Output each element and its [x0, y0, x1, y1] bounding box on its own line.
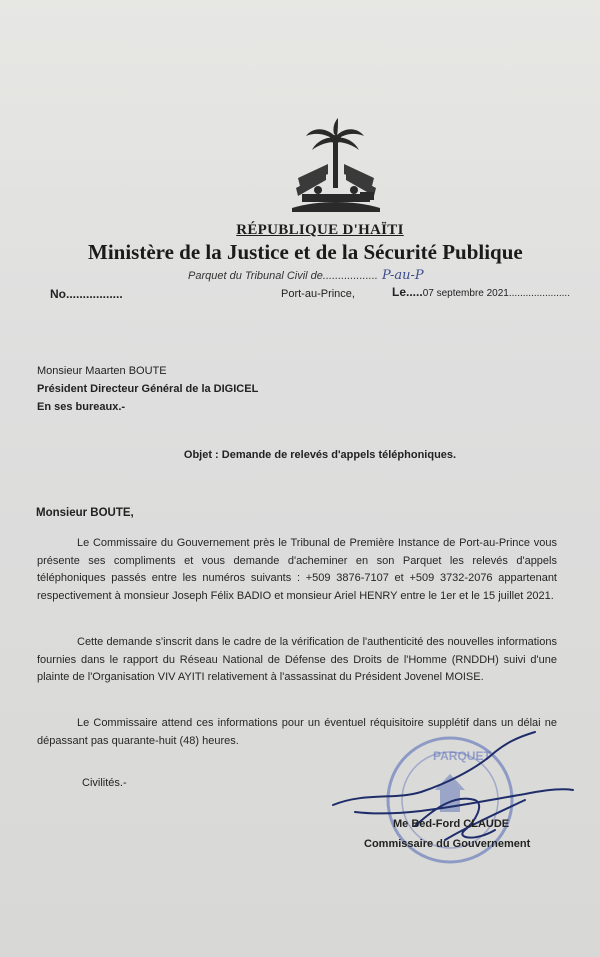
recipient-role: Président Directeur Général de la DIGICEL [37, 383, 259, 395]
stamp-text: PARQUET [433, 749, 491, 763]
subject-line: Objet : Demande de relevés d'appels téléphoniques. [183, 449, 457, 461]
ministry-heading: Ministère de la Justice et de la Sécurité Publique [88, 240, 523, 264]
paragraph-text: Le Commissaire du Gouvernement près le Tribunal de Première Instance de Port-au-Prince vous présente ses compliments et vous demande d'acheminer en son Parquet les relevés d'appels téléphoniques passés entre les numéros suivants : +509 3876-7107 et +509 3732-2076 appartenant respectivement à monsieur Joseph Félix BADIO et monsieur Ariel HENRY entre le 1er et le 15 juillet 2021. [37, 537, 557, 602]
closing: Civilités.- [82, 777, 127, 789]
paragraph-text: Cette demande s'inscrit dans le cadre de la vérification de l'authenticité des nouvelles informations fournies dans le rapport du Réseau National de Défense des Droits de l'Homme (RNDDH) suivi d'une plainte de l'Organisation VIV AYITI relativement à l'assassinat du Président Jovenel MOISE. [37, 636, 557, 683]
date-label: Le..... [392, 285, 423, 299]
parquet-line [188, 268, 424, 283]
paragraph-text: Le Commissaire attend ces informations pour un éventuel réquisitoire supplétif dans un délai ne dépassant pas quarante-huit (48) heures. [37, 717, 557, 747]
salutation: Monsieur BOUTE, [36, 507, 134, 519]
number-field: No................. [50, 287, 123, 301]
recipient-name: Monsieur Maarten BOUTE [37, 365, 167, 377]
official-stamp-icon [325, 730, 575, 900]
signatory-name: Me Bed-Ford CLAUDE [393, 818, 510, 830]
republic-heading: RÉPUBLIQUE D'HAÏTI [236, 222, 404, 238]
date-line [392, 285, 570, 299]
place-label: Port-au-Prince, [281, 288, 355, 300]
parquet-handwritten: P-au-P [381, 268, 424, 283]
recipient-location: En ses bureaux.- [37, 401, 126, 413]
body-paragraph-2 [37, 634, 557, 687]
signatory-title: Commissaire du Gouvernement [364, 838, 531, 850]
coat-of-arms-icon [288, 118, 384, 214]
parquet-label: Parquet du Tribunal Civil de.................. [188, 270, 378, 282]
date-value: 07 septembre 2021...................... [422, 288, 570, 299]
body-paragraph-1 [37, 535, 557, 605]
